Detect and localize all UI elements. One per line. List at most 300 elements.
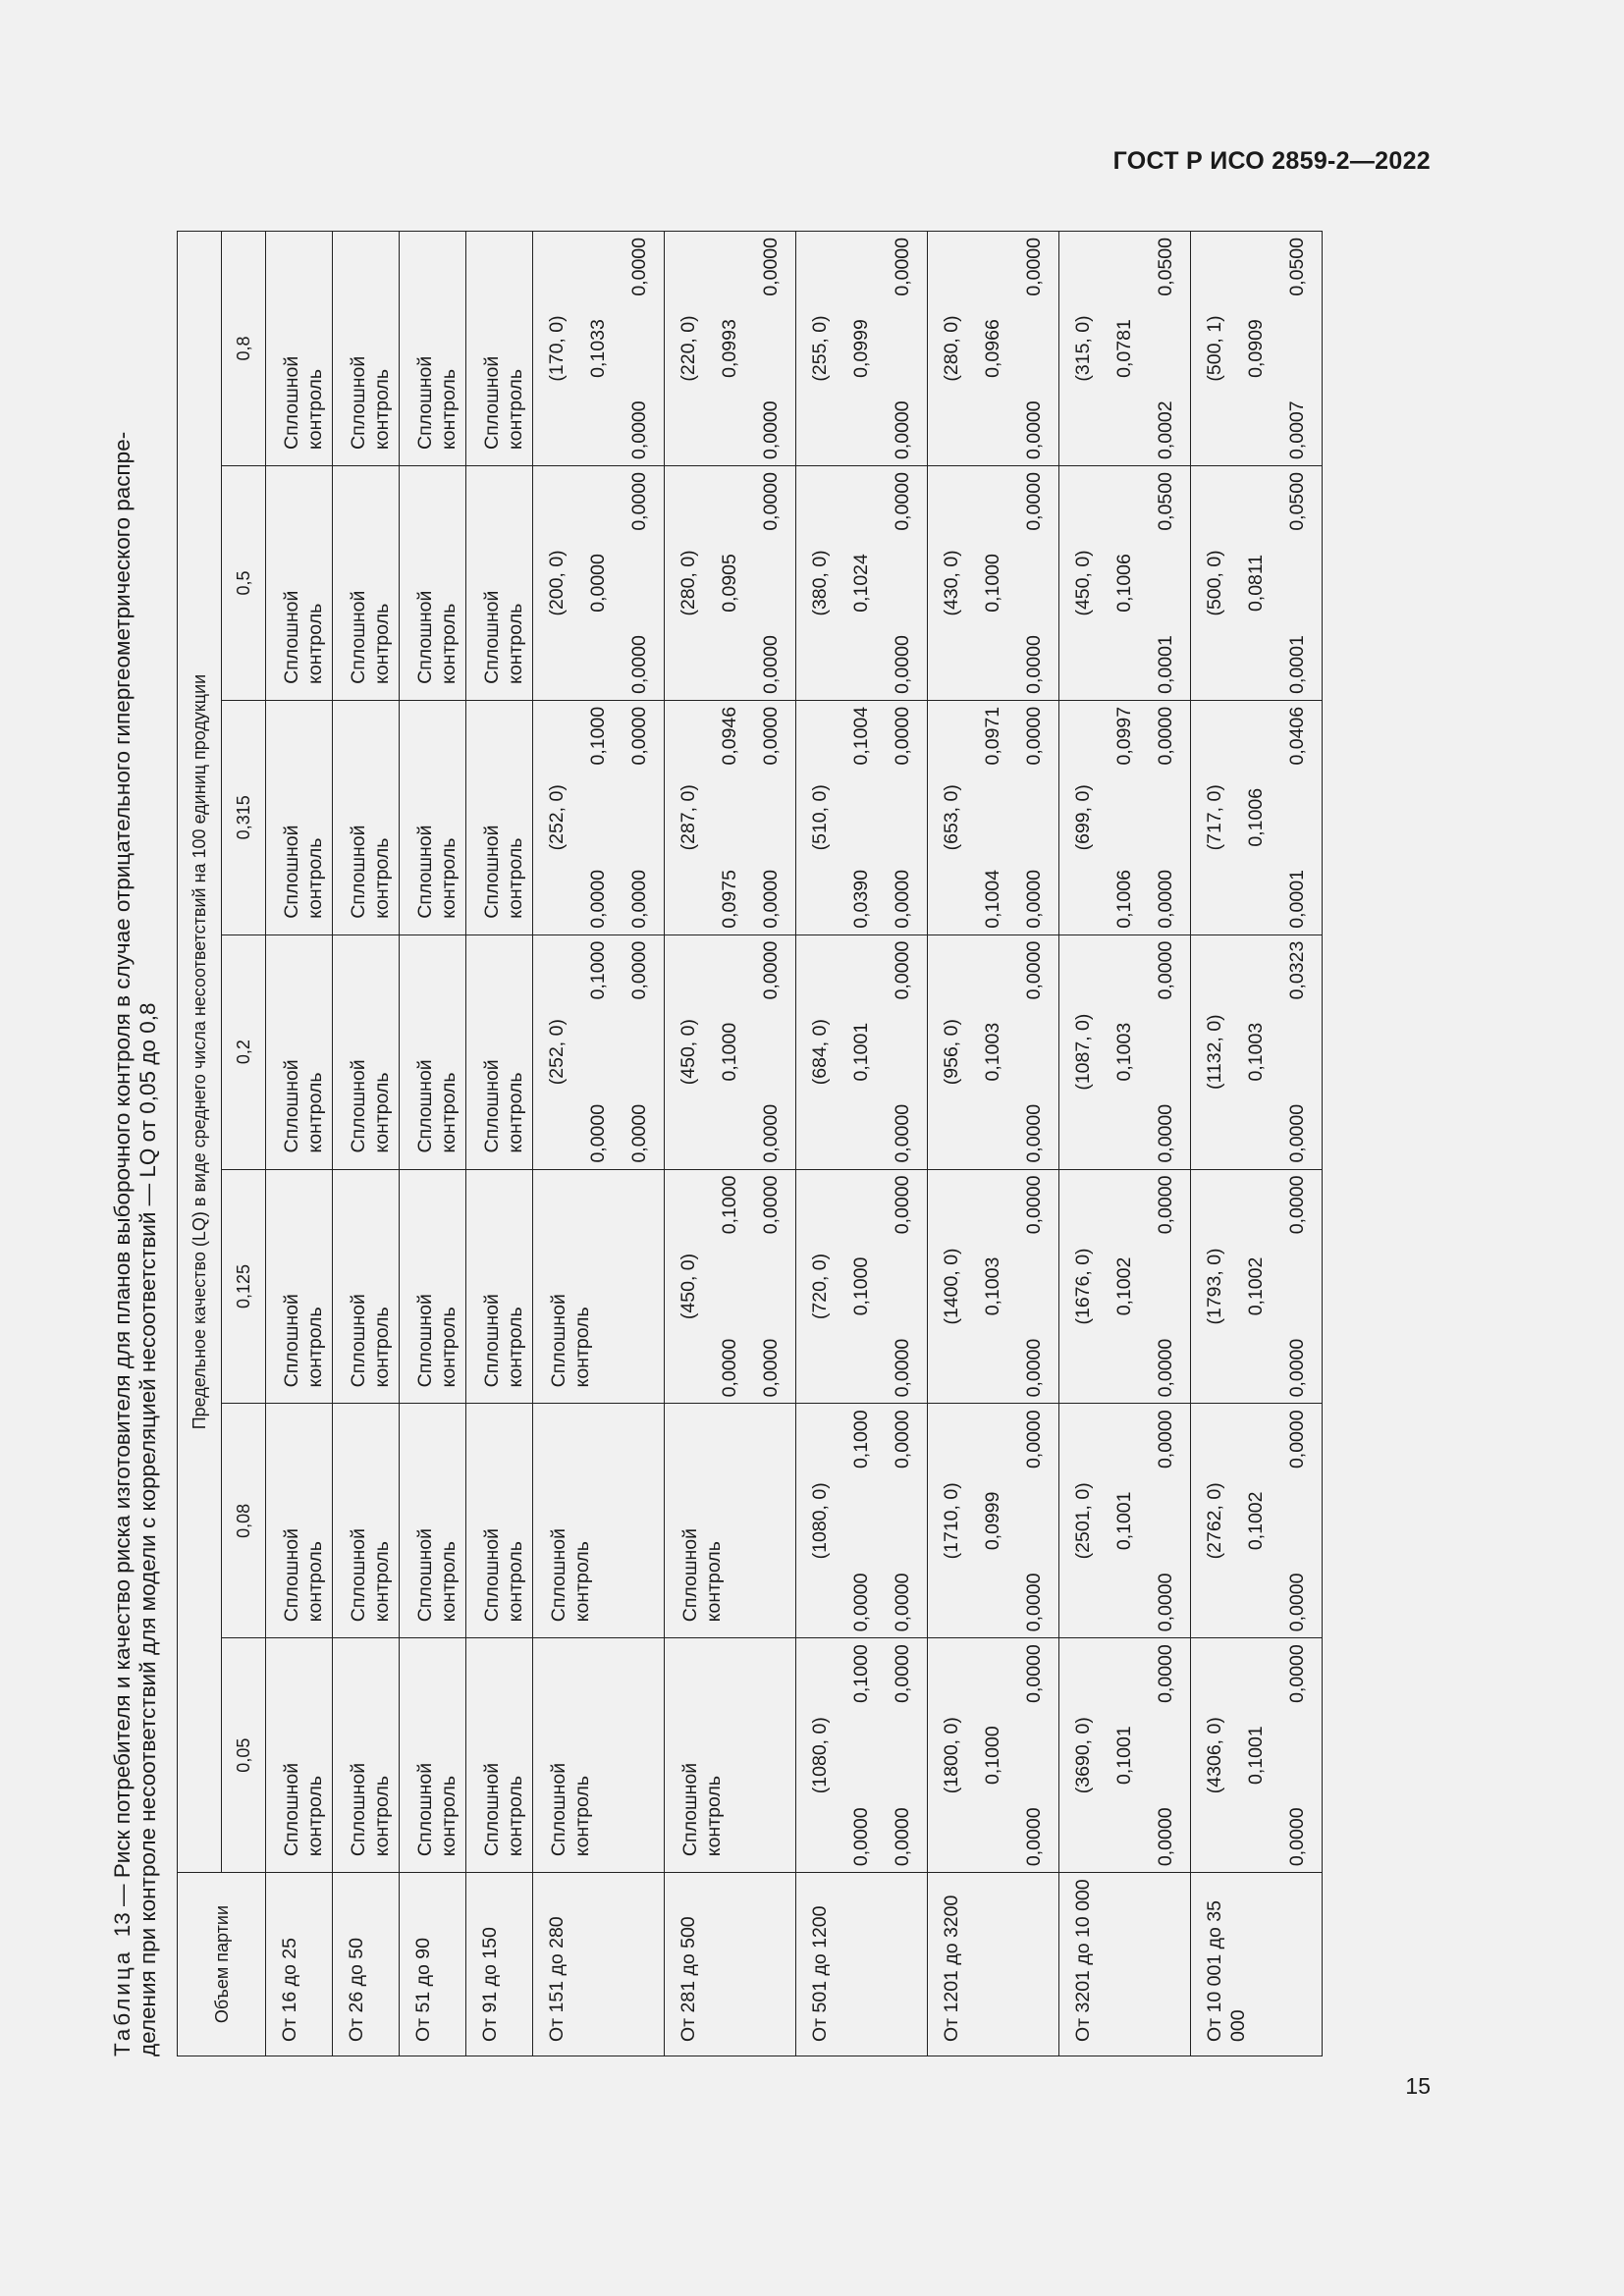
sample-plan: (255, 0)	[809, 315, 831, 382]
risk-value-c: 0,0000	[1023, 238, 1045, 296]
full-inspection-cell	[266, 466, 333, 701]
lot-size-label: От 16 до 25	[266, 1873, 333, 2056]
lot-size-label: От 26 до 50	[333, 1873, 400, 2056]
full-inspection-word: контроль	[571, 1307, 593, 1388]
risk-value-c: 0,0500	[1286, 238, 1308, 296]
risk-value-b: 0,0000	[1023, 1573, 1045, 1632]
risk-value-a: 0,0975	[719, 870, 740, 929]
risk-value-m: 0,1002	[1113, 1256, 1135, 1316]
risk-value-b: 0,0000	[1155, 1573, 1176, 1632]
risk-value-c: 0,0000	[1155, 940, 1176, 1000]
sample-plan: (1080, 0)	[809, 1717, 831, 1794]
full-inspection-word: контроль	[304, 1307, 326, 1388]
full-inspection-word: Сплошной	[481, 355, 503, 451]
risk-value-a: 0,0000	[587, 1103, 609, 1163]
lot-size-label: От 1201 до 3200	[928, 1873, 1059, 2056]
plan-cell	[1059, 1638, 1191, 1873]
lot-size-header: Объем партии	[178, 1873, 266, 2056]
risk-value-b: 0,0000	[628, 870, 650, 929]
full-inspection-cell	[333, 700, 400, 934]
full-inspection-word: Сплошной	[548, 1294, 569, 1388]
sample-plan: (170, 0)	[546, 315, 568, 382]
full-inspection-word: Сплошной	[348, 1762, 369, 1857]
plan-cell	[1191, 700, 1323, 934]
risk-value-m: 0,1000	[850, 1410, 872, 1469]
full-inspection-word: Сплошной	[281, 1762, 302, 1857]
lot-size-label: От 501 до 1200	[796, 1873, 928, 2056]
full-inspection-word: Сплошной	[348, 1059, 369, 1153]
sample-plan: (287, 0)	[677, 784, 699, 851]
sample-plan: (1710, 0)	[941, 1482, 962, 1560]
risk-value-m: 0,1001	[1113, 1726, 1135, 1785]
full-inspection-word: контроль	[371, 1775, 393, 1857]
plan-cell	[665, 700, 796, 934]
plan-cell	[1059, 700, 1191, 934]
plan-cell	[928, 700, 1059, 934]
risk-value-b: 0,0001	[1155, 635, 1176, 694]
risk-value-b: 0,0000	[1023, 870, 1045, 929]
full-inspection-word: контроль	[505, 837, 526, 919]
risk-value-b: 0,0000	[760, 1338, 782, 1398]
plan-cell	[533, 934, 665, 1169]
table-row	[928, 232, 1059, 2056]
full-inspection-cell	[665, 1404, 796, 1638]
risk-value-c: 0,0500	[1155, 238, 1176, 296]
full-inspection-word: контроль	[304, 1775, 326, 1857]
risk-value-m: 0,1003	[982, 1256, 1003, 1316]
sample-plan: (1132, 0)	[1204, 1014, 1225, 1090]
risk-value-c: 0,0000	[892, 706, 913, 766]
full-inspection-word: Сплошной	[414, 1294, 436, 1388]
full-inspection-word: Сплошной	[281, 1294, 302, 1388]
sample-plan: (220, 0)	[677, 315, 699, 382]
risk-value-m: 0,1000	[850, 1256, 872, 1316]
full-inspection-word: контроль	[571, 1541, 593, 1623]
full-inspection-cell	[333, 232, 400, 466]
full-inspection-word: контроль	[438, 1541, 460, 1623]
full-inspection-word: контроль	[438, 1072, 460, 1153]
plan-cell	[928, 1404, 1059, 1638]
risk-value-b: 0,0000	[1023, 400, 1045, 460]
risk-value-c: 0,0000	[628, 238, 650, 296]
full-inspection-word: контроль	[304, 1541, 326, 1623]
risk-value-c: 0,0000	[1023, 472, 1045, 531]
risk-value-m: 0,1002	[1245, 1491, 1267, 1551]
risk-value-m: 0,0971	[982, 706, 1003, 766]
risk-value-c: 0,0000	[760, 472, 782, 531]
risk-value-m: 0,0909	[1245, 319, 1267, 378]
risk-value-m: 0,1033	[587, 319, 609, 378]
risk-value-a: 0,0390	[850, 870, 872, 929]
full-inspection-word: контроль	[505, 1307, 526, 1388]
full-inspection-cell	[400, 1404, 466, 1638]
plan-cell	[533, 466, 665, 701]
full-inspection-word: Сплошной	[414, 1762, 436, 1857]
lot-size-label: От 91 до 150	[466, 1873, 533, 2056]
lq-column-header: 0,8	[222, 232, 266, 466]
risk-value-b: 0,0000	[1286, 1573, 1308, 1632]
plan-cell	[1059, 934, 1191, 1169]
full-inspection-word: Сплошной	[481, 1528, 503, 1623]
full-inspection-cell	[466, 1169, 533, 1404]
risk-value-b: 0,0000	[892, 1103, 913, 1163]
risk-value-b: 0,0000	[892, 635, 913, 694]
page-number: 15	[1405, 2073, 1431, 2099]
plan-cell	[1191, 466, 1323, 701]
full-inspection-word: контроль	[438, 1307, 460, 1388]
risk-value-b: 0,0000	[1155, 870, 1176, 929]
risk-value-m: 0,1003	[1245, 1022, 1267, 1082]
risk-value-a: 0,0000	[719, 1338, 740, 1398]
risk-value-c: 0,0406	[1286, 706, 1308, 766]
full-inspection-word: контроль	[371, 603, 393, 684]
table-row	[1059, 232, 1191, 2056]
full-inspection-word: Сплошной	[481, 590, 503, 684]
risk-value-c: 0,0500	[1155, 472, 1176, 531]
risk-value-c: 0,0000	[760, 238, 782, 296]
risk-value-c: 0,0000	[1286, 1175, 1308, 1235]
risk-value-m: 0,1000	[719, 1022, 740, 1082]
risk-value-m: 0,0997	[1113, 706, 1135, 766]
caption-number: 13	[110, 1912, 135, 1938]
risk-value-b: 0,0002	[1155, 400, 1176, 460]
full-inspection-word: контроль	[438, 368, 460, 451]
plan-cell	[1191, 232, 1323, 466]
risk-value-c: 0,0000	[1155, 1410, 1176, 1469]
full-inspection-word: Сплошной	[414, 590, 436, 684]
risk-value-c: 0,0000	[1023, 940, 1045, 1000]
risk-value-c: 0,0000	[892, 1175, 913, 1235]
caption-text-line1: — Риск потребителя и качество риска изготовителя для планов выборочного контроля в случае отрицательного гипергеометрического распре-	[110, 431, 135, 1913]
lot-size-label: От 51 до 90	[400, 1873, 466, 2056]
plan-cell	[533, 700, 665, 934]
sample-plan: (280, 0)	[941, 315, 962, 382]
plan-cell	[1059, 232, 1191, 466]
plan-cell	[928, 232, 1059, 466]
risk-value-b: 0,0000	[1023, 1807, 1045, 1867]
sample-plan: (1087, 0)	[1072, 1013, 1094, 1091]
plan-cell	[796, 1404, 928, 1638]
risk-value-c: 0,0500	[1286, 472, 1308, 531]
sample-plan: (252, 0)	[546, 1019, 568, 1086]
full-inspection-word: Сплошной	[414, 1528, 436, 1623]
sample-plan: (720, 0)	[809, 1253, 831, 1320]
lot-size-label: От 151 до 280	[533, 1873, 665, 2056]
risk-value-m: 0,1024	[850, 554, 872, 613]
risk-value-b: 0,0000	[1023, 1103, 1045, 1163]
plan-cell	[928, 466, 1059, 701]
risk-value-b: 0,0000	[760, 400, 782, 460]
lq-column-header: 0,2	[222, 934, 266, 1169]
sample-plan: (450, 0)	[677, 1253, 699, 1320]
lq-column-header: 0,5	[222, 466, 266, 701]
full-inspection-word: контроль	[304, 1072, 326, 1153]
full-inspection-cell	[266, 1169, 333, 1404]
risk-value-m: 0,1000	[850, 1644, 872, 1703]
risk-value-m: 0,1001	[850, 1022, 872, 1082]
risk-value-b: 0,0000	[892, 1573, 913, 1632]
full-inspection-word: Сплошной	[481, 1294, 503, 1388]
risk-value-c: 0,0000	[1023, 1644, 1045, 1703]
lq-column-header: 0,05	[222, 1638, 266, 1873]
risk-value-c: 0,0000	[760, 706, 782, 766]
sampling-plan-table	[177, 231, 1323, 2056]
sample-plan: (450, 0)	[677, 1019, 699, 1086]
sample-plan: (4306, 0)	[1204, 1717, 1225, 1794]
full-inspection-word: Сплошной	[481, 825, 503, 919]
lot-size-label: От 3201 до 10 000	[1059, 1873, 1191, 2056]
risk-value-b: 0,0000	[892, 400, 913, 460]
full-inspection-cell	[266, 700, 333, 934]
risk-value-c: 0,0000	[1023, 1175, 1045, 1235]
full-inspection-word: контроль	[505, 1072, 526, 1153]
sample-plan: (315, 0)	[1072, 315, 1094, 382]
caption-text-line2: деления при контроле несоответствий для модели с корреляцией несоответствий — LQ от 0,05 до 0,8	[135, 1002, 160, 2056]
table-row	[533, 232, 665, 2056]
full-inspection-cell	[266, 232, 333, 466]
risk-value-m: 0,0999	[982, 1491, 1003, 1551]
risk-value-a: 0,0000	[587, 870, 609, 929]
plan-cell	[665, 934, 796, 1169]
risk-value-b: 0,0000	[892, 870, 913, 929]
sample-plan: (3690, 0)	[1072, 1717, 1094, 1794]
full-inspection-word: Сплошной	[679, 1762, 701, 1857]
full-inspection-word: контроль	[371, 1072, 393, 1153]
risk-value-c: 0,0000	[628, 706, 650, 766]
sample-plan: (450, 0)	[1072, 550, 1094, 616]
risk-value-m: 0,1003	[982, 1022, 1003, 1082]
plan-cell	[796, 1638, 928, 1873]
risk-value-m: 0,1003	[1113, 1022, 1135, 1082]
plan-cell	[928, 934, 1059, 1169]
full-inspection-word: Сплошной	[548, 1528, 569, 1623]
risk-value-b: 0,0000	[760, 1103, 782, 1163]
sample-plan: (2762, 0)	[1204, 1482, 1225, 1560]
full-inspection-cell	[665, 1638, 796, 1873]
lq-group-header: Предельное качество (LQ) в виде среднего числа несоответствий на 100 единиц продукции	[178, 232, 222, 1873]
plan-cell	[796, 1169, 928, 1404]
plan-cell	[1191, 1404, 1323, 1638]
table-row	[796, 232, 928, 2056]
full-inspection-word: Сплошной	[348, 825, 369, 919]
risk-value-m: 0,0811	[1245, 554, 1267, 613]
sample-plan: (252, 0)	[546, 784, 568, 851]
risk-value-c: 0,0000	[1155, 1644, 1176, 1703]
risk-value-m: 0,1001	[1113, 1491, 1135, 1551]
full-inspection-cell	[400, 232, 466, 466]
risk-value-m: 0,1006	[1113, 554, 1135, 613]
full-inspection-cell	[466, 934, 533, 1169]
full-inspection-cell	[266, 1638, 333, 1873]
risk-value-m: 0,0000	[587, 554, 609, 613]
plan-cell	[665, 466, 796, 701]
risk-value-b: 0,0000	[892, 1338, 913, 1398]
risk-value-b: 0,0000	[892, 1807, 913, 1867]
full-inspection-cell	[333, 1169, 400, 1404]
plan-cell	[796, 232, 928, 466]
full-inspection-word: Сплошной	[481, 1059, 503, 1153]
risk-value-b: 0,0000	[1286, 1103, 1308, 1163]
sample-plan: (1676, 0)	[1072, 1248, 1094, 1325]
standard-code: ГОСТ Р ИСО 2859-2—2022	[1112, 147, 1431, 175]
risk-value-m: 0,1006	[1245, 787, 1267, 847]
risk-value-m: 0,1004	[850, 706, 872, 766]
risk-value-c: 0,0000	[760, 1175, 782, 1235]
risk-value-m: 0,0905	[719, 554, 740, 613]
risk-value-m: 0,0966	[982, 319, 1003, 378]
risk-value-b: 0,0000	[1155, 1338, 1176, 1398]
risk-value-a: 0,0000	[850, 1573, 872, 1632]
risk-value-m: 0,0781	[1113, 319, 1135, 378]
full-inspection-cell	[466, 1404, 533, 1638]
risk-value-b: 0,0000	[1155, 1103, 1176, 1163]
risk-value-c: 0,0000	[760, 940, 782, 1000]
full-inspection-word: контроль	[571, 1775, 593, 1857]
full-inspection-word: контроль	[505, 603, 526, 684]
full-inspection-cell	[533, 1169, 665, 1404]
sample-plan: (717, 0)	[1204, 784, 1225, 851]
risk-value-m: 0,1000	[587, 706, 609, 766]
full-inspection-cell	[333, 1404, 400, 1638]
risk-value-c: 0,0000	[892, 940, 913, 1000]
full-inspection-word: Сплошной	[679, 1528, 701, 1623]
caption-label: Таблица	[110, 1949, 135, 2056]
risk-value-m: 0,1000	[719, 1175, 740, 1235]
risk-value-c: 0,0000	[892, 472, 913, 531]
risk-value-c: 0,0323	[1286, 940, 1308, 1000]
full-inspection-word: контроль	[304, 837, 326, 919]
full-inspection-cell	[466, 700, 533, 934]
plan-cell	[928, 1638, 1059, 1873]
risk-value-b: 0,0007	[1286, 400, 1308, 460]
full-inspection-word: Сплошной	[348, 1294, 369, 1388]
plan-cell	[665, 1169, 796, 1404]
sample-plan: (1793, 0)	[1204, 1248, 1225, 1325]
full-inspection-word: Сплошной	[281, 355, 302, 451]
full-inspection-word: контроль	[505, 1775, 526, 1857]
sample-plan: (1800, 0)	[941, 1717, 962, 1794]
lq-column-header: 0,08	[222, 1404, 266, 1638]
lq-column-header: 0,125	[222, 1169, 266, 1404]
full-inspection-cell	[333, 466, 400, 701]
plan-cell	[796, 934, 928, 1169]
plan-cell	[796, 700, 928, 934]
sample-plan: (1080, 0)	[809, 1482, 831, 1560]
full-inspection-word: Сплошной	[348, 1528, 369, 1623]
sample-plan: (2501, 0)	[1072, 1482, 1094, 1560]
lot-size-label: От 10 001 до 35 000	[1191, 1873, 1323, 2056]
risk-value-c: 0,0000	[1286, 1644, 1308, 1703]
risk-value-c: 0,0000	[628, 940, 650, 1000]
risk-value-b: 0,0000	[1286, 1807, 1308, 1867]
full-inspection-word: контроль	[703, 1775, 725, 1857]
plan-cell	[1059, 1404, 1191, 1638]
risk-value-m: 0,0993	[719, 319, 740, 378]
plan-cell	[1191, 934, 1323, 1169]
risk-value-b: 0,0001	[1286, 635, 1308, 694]
full-inspection-word: Сплошной	[348, 355, 369, 451]
risk-value-b: 0,0000	[1023, 1338, 1045, 1398]
sample-plan: (956, 0)	[941, 1019, 962, 1086]
sample-plan: (280, 0)	[677, 550, 699, 616]
plan-cell	[533, 232, 665, 466]
full-inspection-cell	[466, 232, 533, 466]
table-row	[665, 232, 796, 2056]
full-inspection-cell	[333, 1638, 400, 1873]
full-inspection-word: контроль	[371, 1307, 393, 1388]
risk-value-b: 0,0000	[628, 635, 650, 694]
risk-value-b: 0,0000	[1286, 1338, 1308, 1398]
sample-plan: (699, 0)	[1072, 784, 1094, 851]
full-inspection-word: Сплошной	[414, 825, 436, 919]
plan-cell	[1059, 1169, 1191, 1404]
table-caption	[110, 118, 161, 2056]
full-inspection-word: контроль	[304, 368, 326, 451]
plan-cell	[796, 466, 928, 701]
full-inspection-cell	[266, 1404, 333, 1638]
plan-cell	[928, 1169, 1059, 1404]
table-row	[266, 232, 333, 2056]
full-inspection-word: Сплошной	[348, 590, 369, 684]
full-inspection-word: контроль	[438, 1775, 460, 1857]
sample-plan: (1400, 0)	[941, 1248, 962, 1325]
sample-plan: (510, 0)	[809, 784, 831, 851]
risk-value-c: 0,0000	[1155, 1175, 1176, 1235]
risk-value-c: 0,0000	[1286, 1410, 1308, 1469]
full-inspection-cell	[400, 1638, 466, 1873]
risk-value-c: 0,0000	[1023, 706, 1045, 766]
full-inspection-cell	[400, 700, 466, 934]
table-row	[400, 232, 466, 2056]
full-inspection-word: Сплошной	[281, 1059, 302, 1153]
full-inspection-cell	[400, 934, 466, 1169]
full-inspection-word: контроль	[438, 837, 460, 919]
risk-value-b: 0,0000	[628, 400, 650, 460]
full-inspection-cell	[266, 934, 333, 1169]
risk-value-c: 0,0000	[628, 472, 650, 531]
full-inspection-word: контроль	[505, 368, 526, 451]
full-inspection-word: контроль	[438, 603, 460, 684]
full-inspection-word: контроль	[304, 603, 326, 684]
full-inspection-word: Сплошной	[414, 1059, 436, 1153]
plan-cell	[1191, 1638, 1323, 1873]
risk-value-c: 0,0000	[1023, 1410, 1045, 1469]
risk-value-b: 0,0000	[1155, 1807, 1176, 1867]
risk-value-c: 0,0000	[892, 1410, 913, 1469]
table-row	[1191, 232, 1323, 2056]
table-row	[333, 232, 400, 2056]
full-inspection-word: Сплошной	[414, 355, 436, 451]
sample-plan: (430, 0)	[941, 550, 962, 616]
risk-value-m: 0,0946	[719, 706, 740, 766]
sample-plan: (653, 0)	[941, 784, 962, 851]
risk-value-b: 0,0000	[1023, 635, 1045, 694]
sample-plan: (684, 0)	[809, 1019, 831, 1086]
risk-value-m: 0,1000	[982, 1726, 1003, 1785]
full-inspection-cell	[333, 934, 400, 1169]
risk-value-c: 0,0000	[1155, 706, 1176, 766]
table-row	[466, 232, 533, 2056]
risk-value-m: 0,0999	[850, 319, 872, 378]
lq-column-header: 0,315	[222, 700, 266, 934]
risk-value-b: 0,0000	[760, 635, 782, 694]
rotated-table-block	[110, 118, 1402, 2056]
full-inspection-cell	[533, 1404, 665, 1638]
plan-cell	[665, 232, 796, 466]
risk-value-a: 0,1006	[1113, 870, 1135, 929]
plan-cell	[1191, 1169, 1323, 1404]
full-inspection-word: Сплошной	[481, 1762, 503, 1857]
